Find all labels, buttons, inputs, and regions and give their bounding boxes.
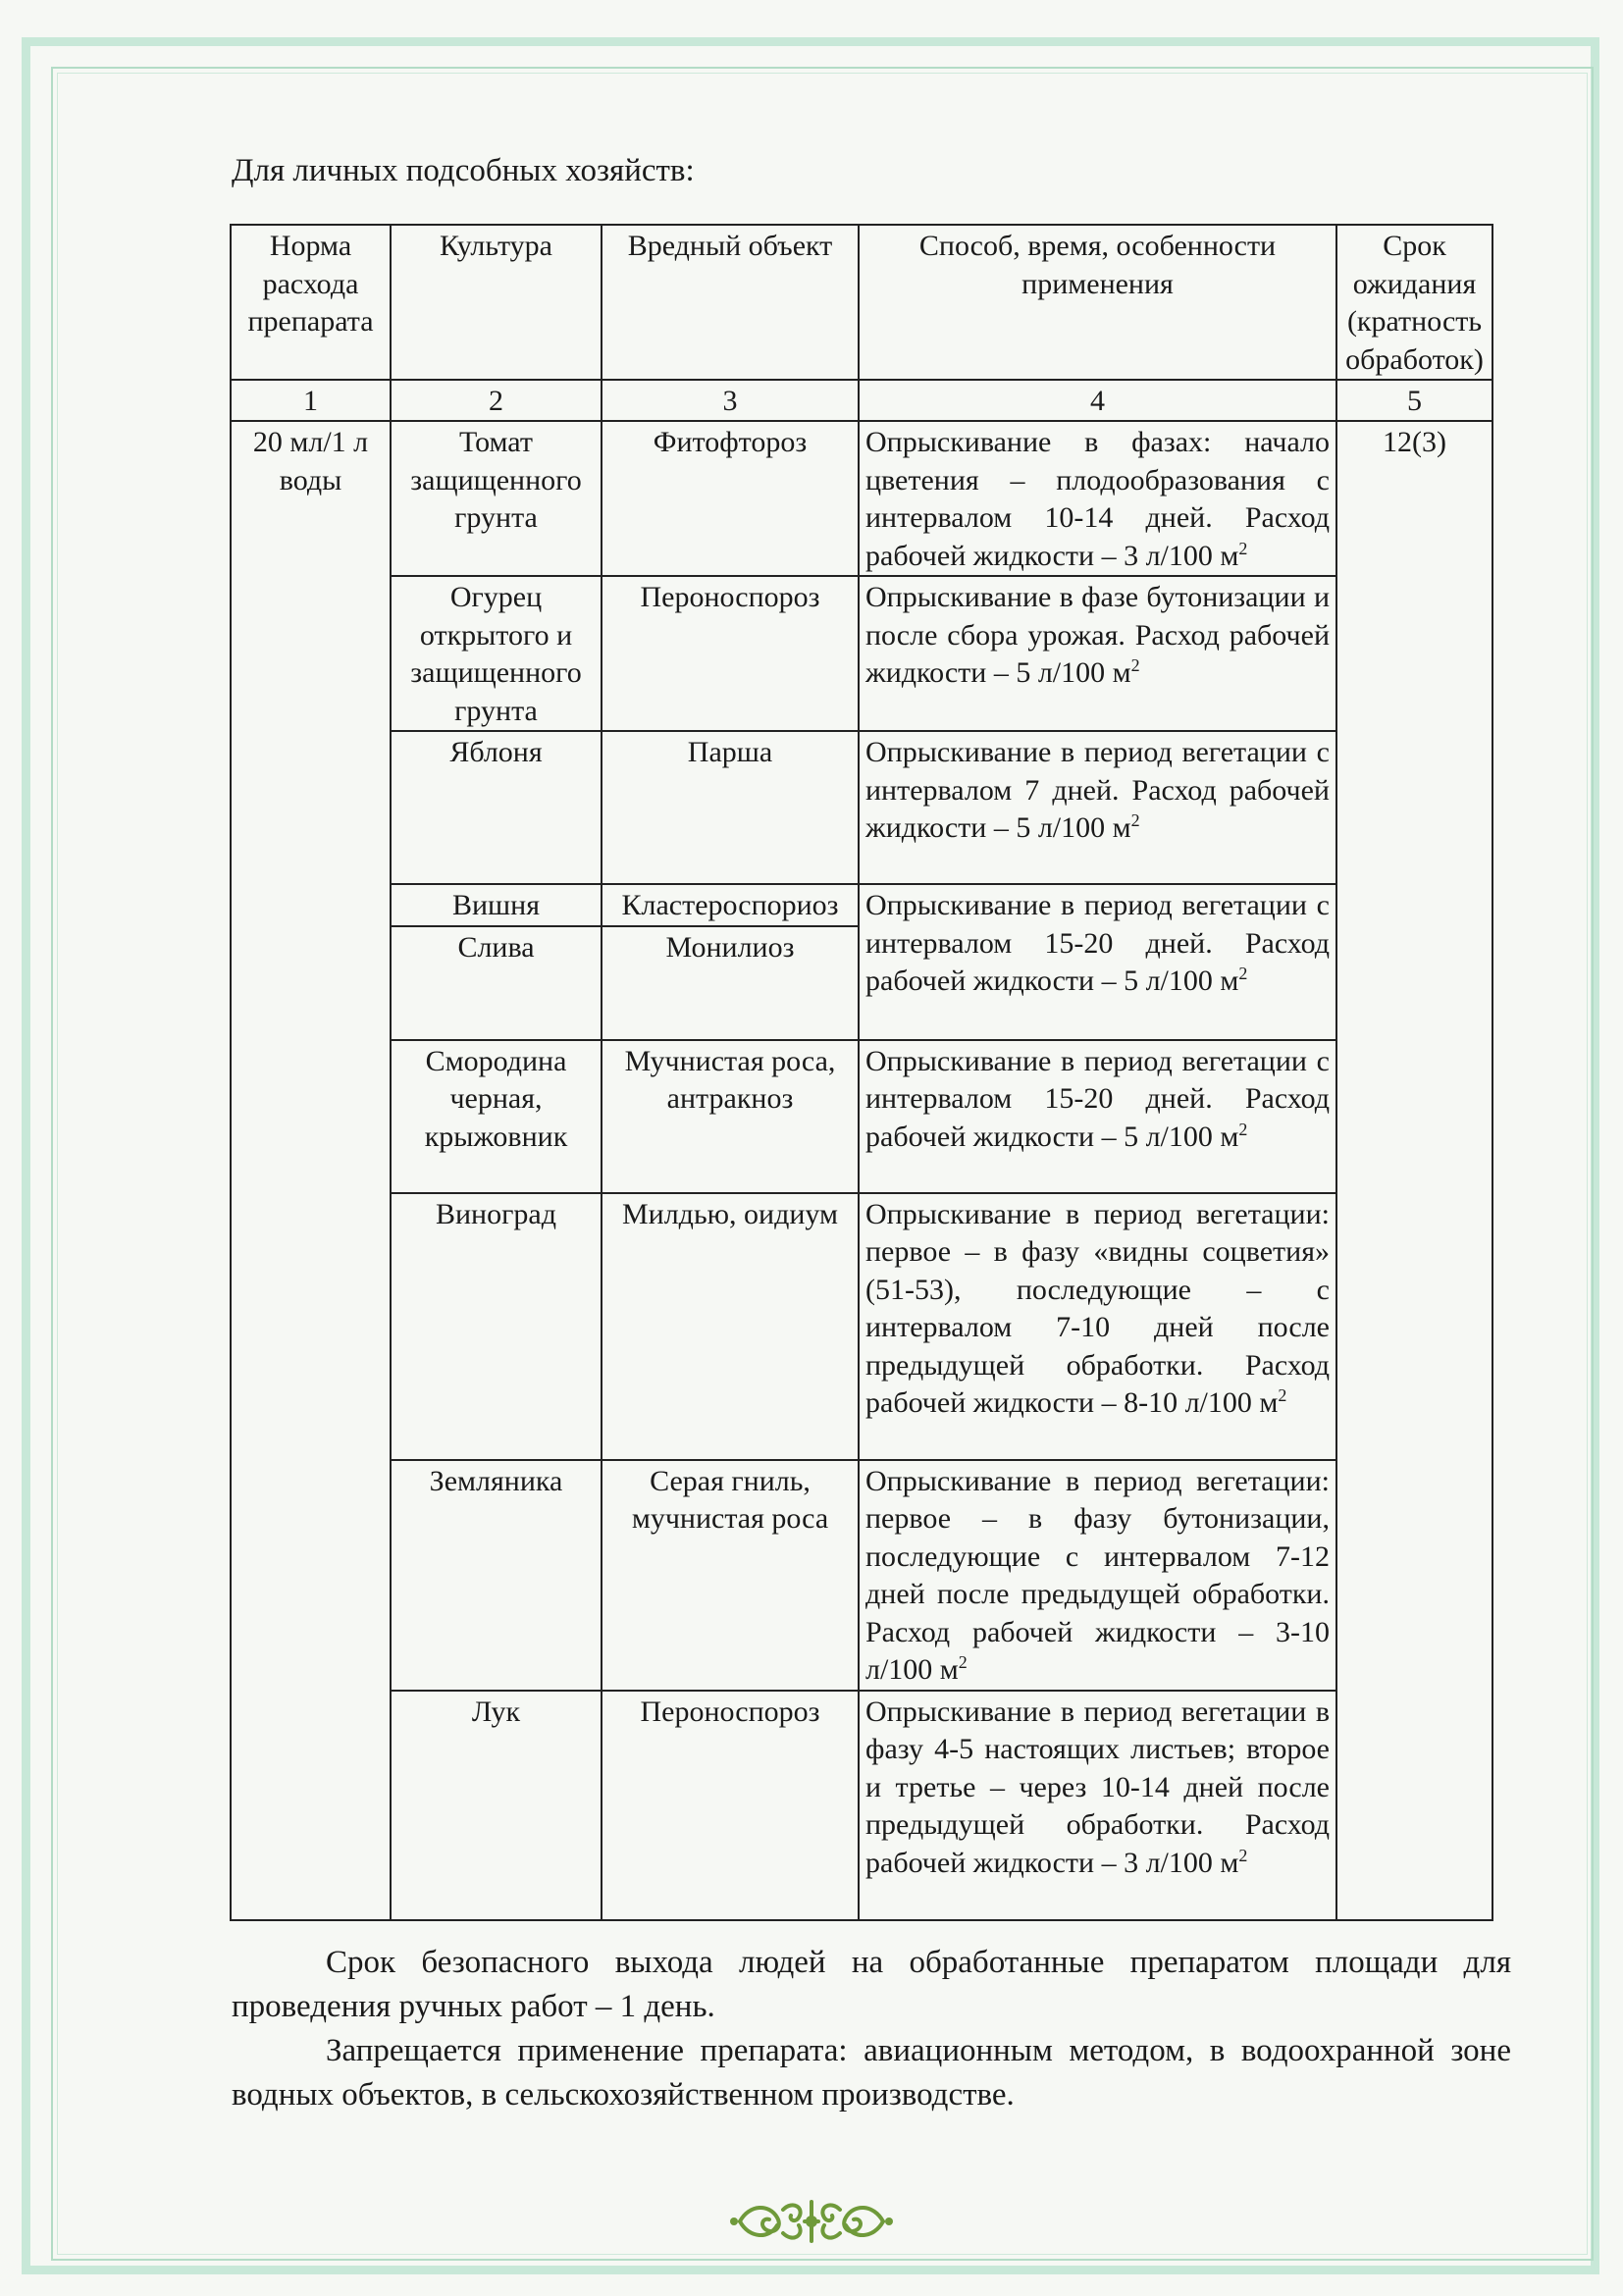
pest-cell: Монилиоз	[602, 926, 859, 1040]
column-number-row	[231, 380, 1492, 421]
table-row	[231, 884, 1492, 926]
pest-cell: Пероноспороз	[602, 576, 859, 731]
pest-cell: Серая гниль, мучнистая роса	[602, 1460, 859, 1691]
pest-cell: Парша	[602, 731, 859, 884]
method-cell: Опрыскивание в период вегетации: первое – в фазу бутонизации, последующие с интервалом 7-12 дней после предыдущей обработки. Расход рабочей жидкости – 3-10 л/100 $м^2$	[859, 1460, 1336, 1691]
method-cell: Опрыскивание в период вегетации с интервалом 15-20 дней. Расход рабочей жидкости – 5 л/100 $м^2$	[859, 1040, 1336, 1193]
header-method: Способ, время, особенности применения	[859, 225, 1336, 380]
header-waiting: Срок ожидания (кратность обработок)	[1336, 225, 1492, 380]
header-crop: Культура	[391, 225, 602, 380]
pest-cell: Милдью, оидиум	[602, 1193, 859, 1460]
crop-cell: Лук	[391, 1691, 602, 1920]
ornament-icon	[730, 2194, 893, 2254]
crop-cell: Слива	[391, 926, 602, 1040]
section-heading: Для личных подсобных хозяйств:	[232, 153, 695, 188]
header-pest: Вредный объект	[602, 225, 859, 380]
method-cell: Опрыскивание в период вегетации с интервалом 15-20 дней. Расход рабочей жидкости – 5 л/100 $м^2$	[859, 884, 1336, 1040]
table-row	[231, 1460, 1492, 1691]
table-row	[231, 421, 1492, 576]
crop-cell: Огурец открытого и защищенного грунта	[391, 576, 602, 731]
method-cell: Опрыскивание в период вегетации в фазу 4-5 настоящих листьев; второе и третье – через 10-14 дней после предыдущей обработки. Расход рабочей жидкости – 3 л/100 $м^2$	[859, 1691, 1336, 1920]
pest-cell: Пероноспороз	[602, 1691, 859, 1920]
table-row	[231, 576, 1492, 731]
crop-cell: Виноград	[391, 1193, 602, 1460]
safe-exit-paragraph: Срок безопасного выхода людей на обработанные препаратом площади для проведения ручных работ – 1 день.	[232, 1945, 1511, 2024]
table-row	[231, 1691, 1492, 1920]
method-cell: Опрыскивание в период вегетации: первое – в фазу «видны соцветия» (51-53), последующие – с интервалом 7-10 дней после предыдущей обработки. Расход рабочей жидкости – 8-10 л/100 $м^2$	[859, 1193, 1336, 1460]
pest-cell: Кластероспориоз	[602, 884, 859, 926]
rate-cell: 20 мл/1 л воды	[231, 421, 391, 1920]
crop-cell: Смородина черная, крыжовник	[391, 1040, 602, 1193]
table-row	[231, 1040, 1492, 1193]
pest-cell: Фитофтороз	[602, 421, 859, 576]
method-cell: Опрыскивание в фазах: начало цветения – плодообразования с интервалом 10-14 дней. Расход рабочей жидкости – 3 л/100 $м^2$	[859, 421, 1336, 576]
column-number: 4	[859, 380, 1336, 421]
column-number: 2	[391, 380, 602, 421]
pest-cell: Мучнистая роса, антракноз	[602, 1040, 859, 1193]
restriction-paragraph: Запрещается применение препарата: авиационным методом, в водоохранной зоне водных объектов, в сельскохозяйственном производстве.	[232, 2033, 1511, 2113]
crop-cell: Томат защищенного грунта	[391, 421, 602, 576]
waiting-cell: 12(3)	[1336, 421, 1492, 1920]
crop-cell: Яблоня	[391, 731, 602, 884]
method-cell: Опрыскивание в фазе бутонизации и после сбора урожая. Расход рабочей жидкости – 5 л/100 $м^2$	[859, 576, 1336, 731]
table-row	[231, 1193, 1492, 1460]
table-row	[231, 731, 1492, 884]
column-number: 1	[231, 380, 391, 421]
crop-cell: Земляника	[391, 1460, 602, 1691]
column-number: 5	[1336, 380, 1492, 421]
column-number: 3	[602, 380, 859, 421]
table-header-row	[231, 225, 1492, 380]
method-cell: Опрыскивание в период вегетации с интервалом 7 дней. Расход рабочей жидкости – 5 л/100 $м^2$	[859, 731, 1336, 884]
header-rate: Норма расхода препарата	[231, 225, 391, 380]
application-table	[230, 224, 1493, 1921]
crop-cell: Вишня	[391, 884, 602, 926]
